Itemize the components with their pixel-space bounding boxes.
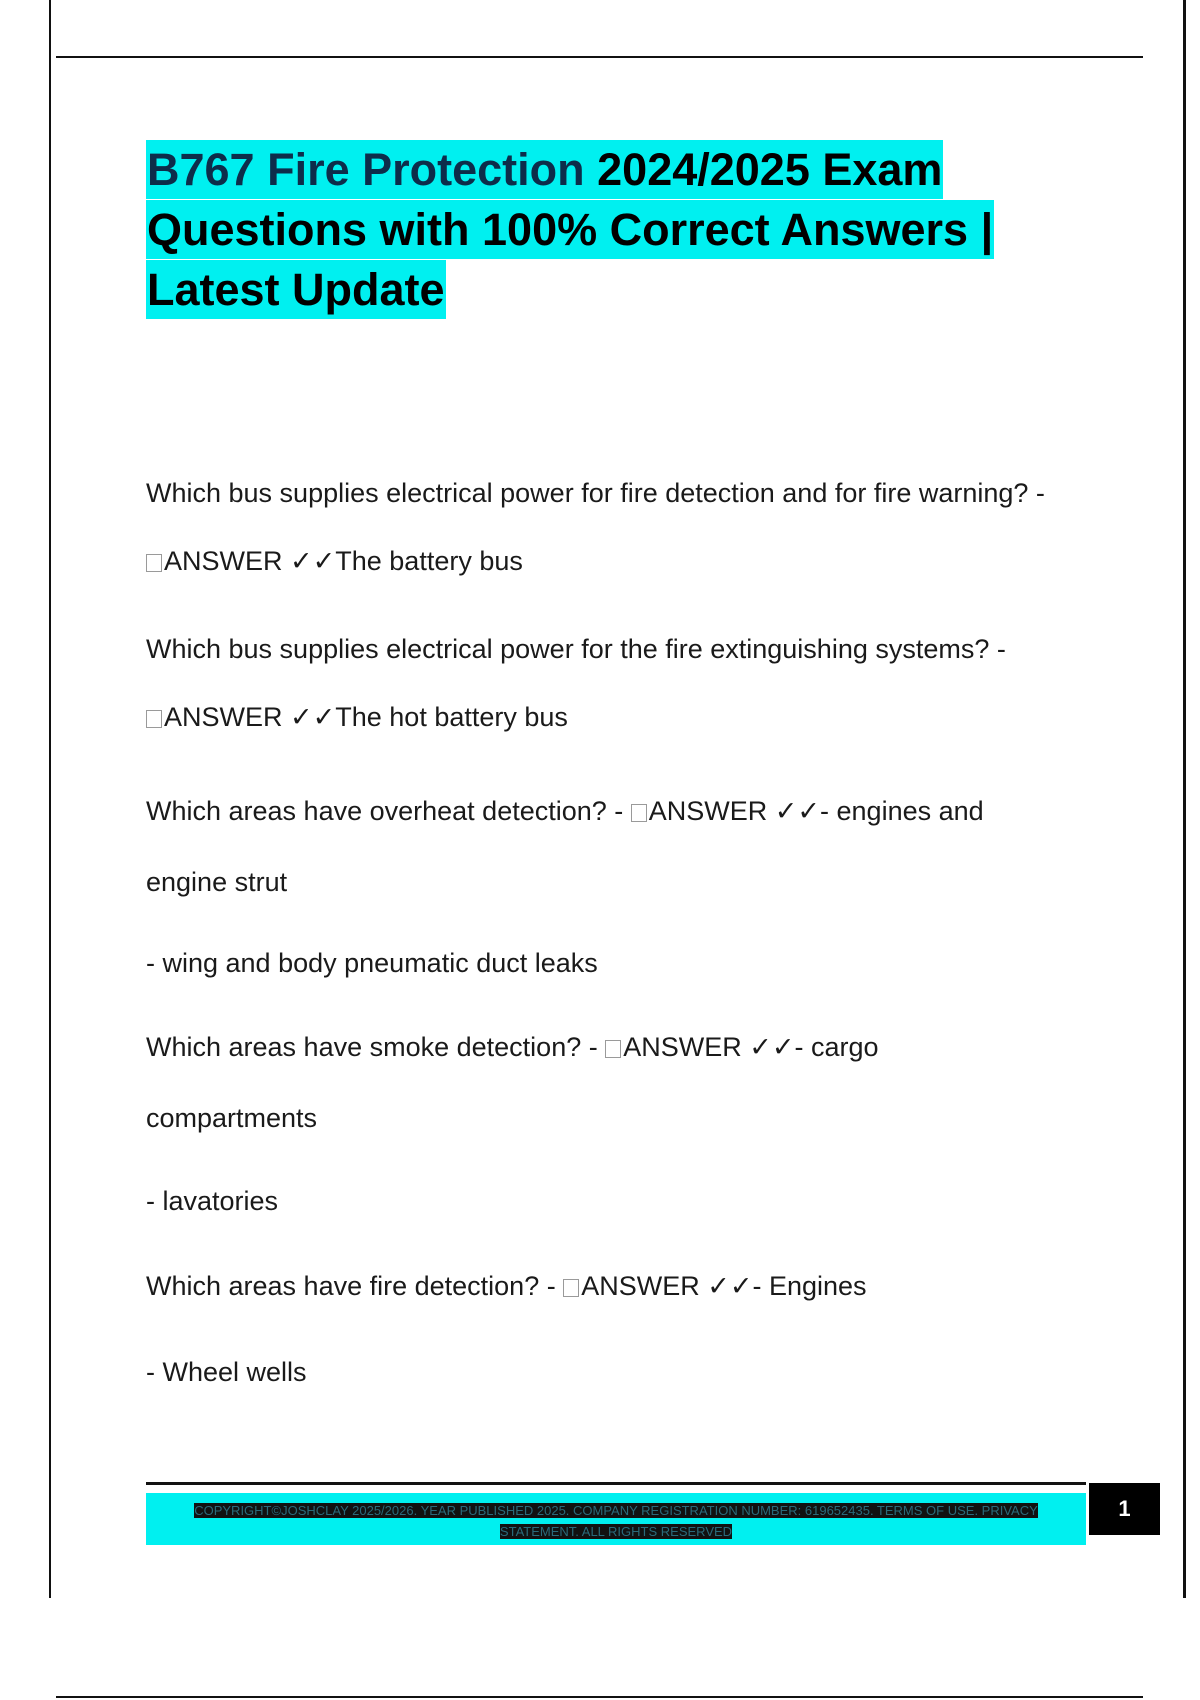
next-page-rule	[56, 1696, 1143, 1698]
answer-3-item: - wing and body pneumatic duct leaks	[146, 948, 598, 978]
checkbox-glyph-icon	[563, 1279, 579, 1297]
title-part-1: B767 Fire Protection	[147, 144, 585, 195]
question-2: Which bus supplies electrical power for the fire extinguishing systems? -	[146, 634, 1006, 664]
header-rule	[56, 56, 1143, 58]
title-part-2: 2024/2025 Exam Questions with 100% Correct Answers | Latest Update	[147, 144, 994, 315]
footer-rule	[146, 1482, 1086, 1485]
answer-2-text: ANSWER ✓✓The hot battery bus	[164, 702, 568, 732]
question-1: Which bus supplies electrical power for fire detection and for fire warning? -	[146, 478, 1045, 508]
question-4-text: Which areas have smoke detection? -	[146, 1032, 606, 1062]
answer-4-item: - lavatories	[146, 1186, 279, 1216]
answer-3-continued: engine strut	[146, 867, 288, 897]
answer-5-item: - Wheel wells	[146, 1357, 307, 1387]
checkbox-glyph-icon	[605, 1040, 621, 1058]
checkbox-glyph-icon	[146, 710, 162, 728]
page-border-left	[49, 0, 51, 1598]
copyright-line-2: STATEMENT. ALL RIGHTS RESERVED	[499, 1524, 733, 1539]
question-5-text: Which areas have fire detection? -	[146, 1271, 564, 1301]
answer-2	[146, 702, 568, 733]
answer-4-continued: compartments	[146, 1103, 318, 1133]
answer-1	[146, 546, 523, 577]
document-title	[146, 140, 1086, 320]
answer-5-text: ANSWER ✓✓- Engines	[581, 1271, 867, 1301]
checkbox-glyph-icon	[631, 804, 647, 822]
answer-3-text: ANSWER ✓✓- engines and	[648, 796, 984, 826]
copyright-notice	[170, 1500, 1062, 1542]
page-number: 1	[1089, 1483, 1160, 1535]
copyright-line-1: COPYRIGHT©JOSHCLAY 2025/2026. YEAR PUBLISHED 2025. COMPANY REGISTRATION NUMBER: 619652435. TERMS OF USE. PRIVACY	[194, 1503, 1038, 1518]
page-border-right	[1183, 0, 1186, 1598]
question-3	[146, 796, 984, 827]
answer-4-text: ANSWER ✓✓- cargo	[623, 1032, 879, 1062]
checkbox-glyph-icon	[146, 554, 162, 572]
question-3-text: Which areas have overheat detection? -	[146, 796, 631, 826]
answer-1-text: ANSWER ✓✓The battery bus	[164, 546, 523, 576]
question-4	[146, 1032, 879, 1063]
question-5	[146, 1271, 867, 1302]
